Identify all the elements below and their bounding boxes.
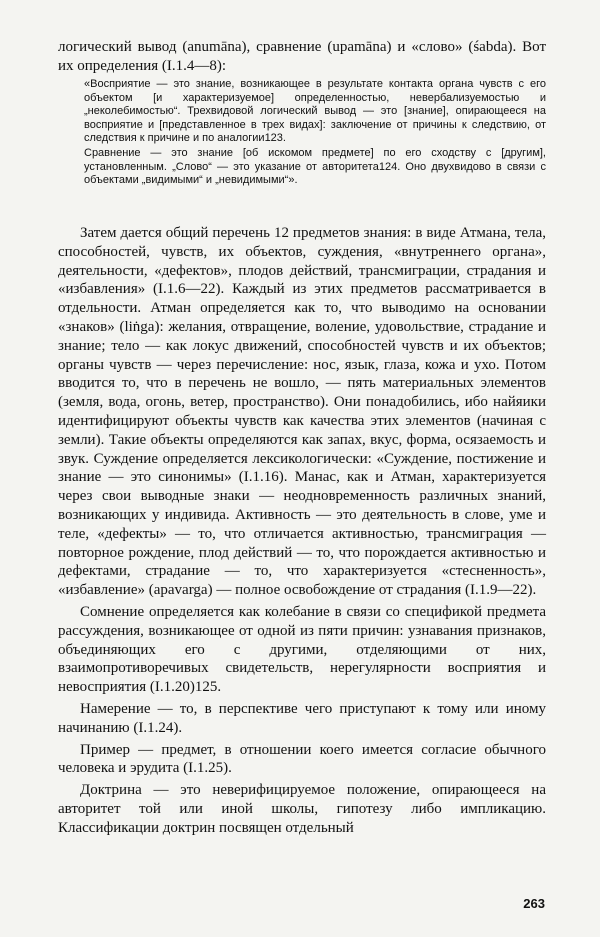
body-paragraph-5: Доктрина — это неверифицируемое положение, опирающееся на авторитет той или иной школы, гипотезу либо импликацию. Классификации доктрин посвящен отдельный (58, 782, 546, 836)
main-text (58, 224, 546, 841)
body-paragraph-4: Пример — предмет, в отношении коего имеется согласие обычного человека и эрудита (I.1.25). (58, 741, 546, 777)
body-paragraph-2: Сомнение определяется как колебание в связи со спецификой предмета рассуждения, возникающее от одной из пяти причин: узнавания признаков, объединяющих его с другими, отделяющими от них, взаимопротиворечивых свидетельств, нерегулярности восприятия и невосприятия (I.1.20)125. (58, 603, 546, 696)
page-number: 263 (523, 896, 545, 911)
quote-paragraph-2: Сравнение — это знание [об искомом предмете] по его сходству с [другим], установленным. „Слово“ — это указание от авторитета124. Оно двухвидово в связи с объектами „видимыми“ и „невидимыми“». (84, 146, 546, 187)
quote-paragraph-1: «Восприятие — это знание, возникающее в результате контакта органа чувств с его объектом [и характеризуемое] определенностью, невербализуемостью и „неколебимостью“. Трехвидовой логический вывод — это [знание], опирающееся на восприятие и [представленное в трех видах]: заключение от причины к следствию, от следствия к причине и по аналогии123. (84, 78, 546, 145)
body-paragraph-1: Затем дается общий перечень 12 предметов знания: в виде Атмана, тела, способностей, чувств, их объектов, суждения, «внутреннего органа», деятельности, «дефектов», плодов действий, трансмиграции, страдания и «избавления» (I.1.6—22). Каждый из этих предметов рассматривается в отдельности. Атман определяется как то, что выводимо на основании «знаков» (liṅga): желания, отвращение, воление, удовольствие, страдание и знание; тело — как локус движений, способностей чувств и их объектов; органы чувств — через перечисление: нос, язык, глаза, кожа и ухо. Потом вводится то, что в перечень не вошло, — пять материальных элементов (земля, вода, огонь, ветер, пространство). Они понадобились, ибо найяики идентифицируют объекты чувств как качества этих элементов (начиная с земли). Такие объекты определяются как запах, вкус, форма, осязаемость и звук. Суждение определяется лексикологически: «Суждение, постижение и знание — это синонимы» (I.1.16). Манас, как и Атман, характеризуется через свои выводные знаки — неодновременность различных знаний, возникающих у индивида. Активность — это деятельность в слове, уме и теле, «дефекты» — то, что отличается активностью, трансмиграция — повторное рождение, плод действий — то, что порождается активностью и дефектами, страдание — то, что характеризуется «стесненность», «избавление» (apavarga) — полное освобождение от страдания (I.1.9—22). (58, 225, 546, 599)
intro-paragraph: логический вывод (anumāna), сравнение (upamāna) и «слово» (śabda). Вот их определения (I.1.4—8): (58, 39, 546, 74)
body-paragraph-3: Намерение — то, в перспективе чего приступают к тому или иному начинанию (I.1.24). (58, 700, 546, 736)
intro-text (58, 38, 546, 76)
block-quote (84, 78, 546, 189)
